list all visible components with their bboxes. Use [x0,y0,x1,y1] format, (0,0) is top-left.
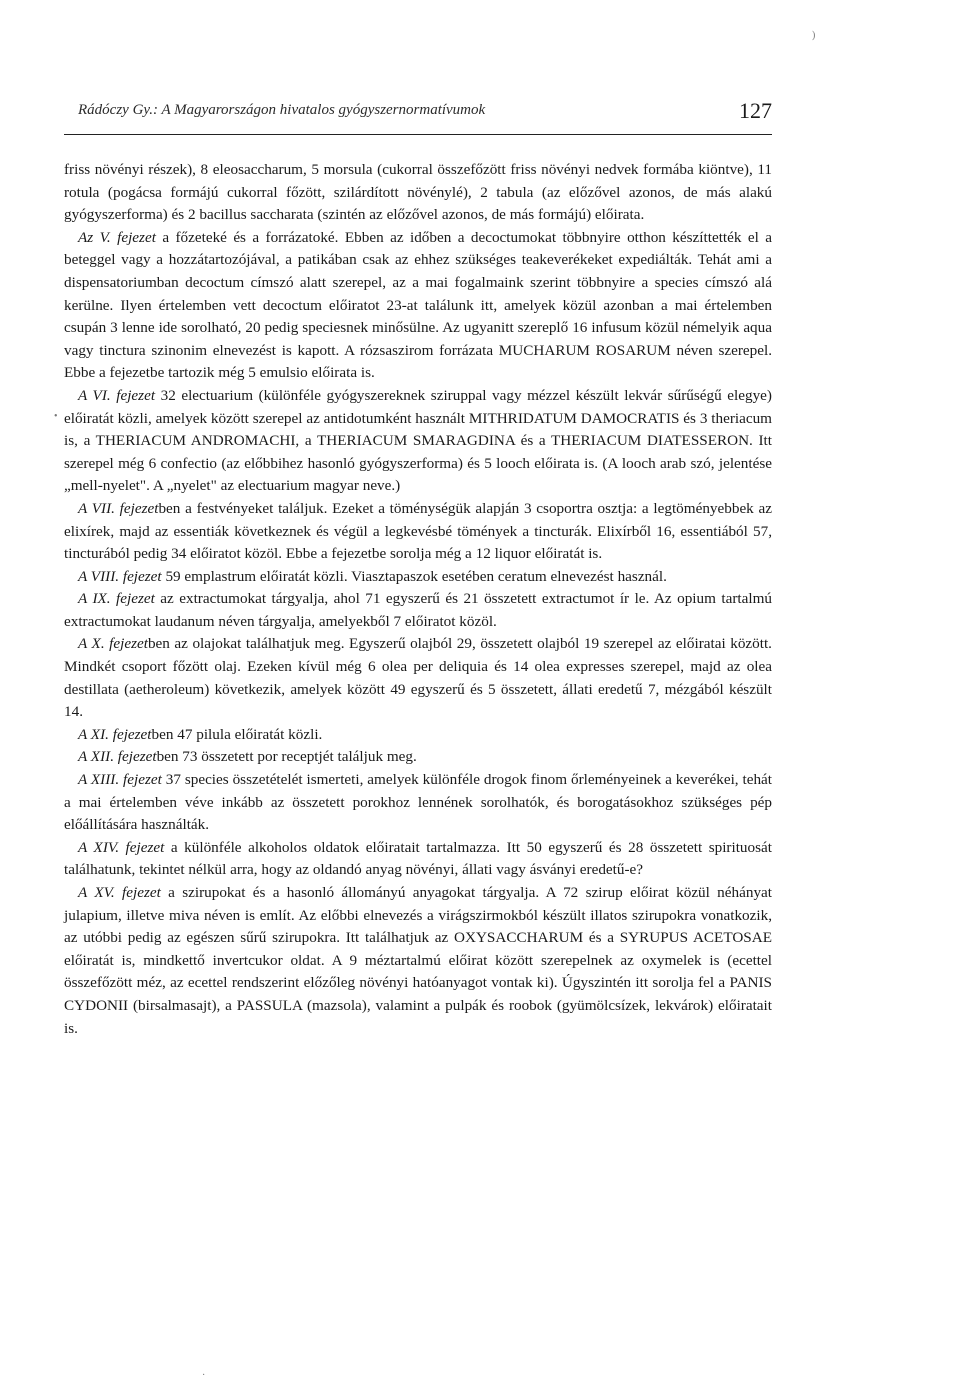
chapter-lead: Az V. fejezet [78,228,156,246]
paragraph-text: ben a festvényeket találjuk. Ezeket a töménységük alapján 3 csoportra osztja: a legtöményebbek az elixírek, majd az essentiák következnek és végül a legkevésbé tömények a tincturák. Elixírből 16, essentiából 57, tincturából pedig 34 előiratot közöl. Ebbe a fejezetbe sorolja még a 12 liquor előiratát is. [64,499,772,563]
paragraph-text: az extractumokat tárgyalja, ahol 71 egyszerű és 21 összetett extractumot ír le. Az opium tartalmú extractumokat laudanum néven tárgyalja, amelyekből 7 előiratot közöl. [64,590,772,630]
paragraph [64,588,772,633]
paragraph [64,159,772,227]
chapter-lead: A IX. fejezet [78,590,155,608]
chapter-lead: A VII. fejezet [78,499,159,517]
body-text [64,159,772,1040]
chapter-lead: A VIII. fejezet [78,567,162,585]
paragraph-text: ben az olajokat találhatjuk meg. Egyszerű olajból 29, összetett olajból 19 szerepel az előiratai között. Mindkét csoport főzött olaj. Ezeken kívül még 6 olea per deliquia és 14 olea expresses szerepel, majd az olea destillata (aetheroleum) következik, amelyek között 49 egyszerű és 5 összetett, állati eredetű 7, mézgából készült 14. [64,635,772,721]
paragraph-text: ben 47 pilula előiratát közli. [151,725,323,743]
chapter-lead: A XIII. fejezet [78,771,162,789]
paragraph [64,633,772,723]
paragraph [64,837,772,882]
chapter-lead: A VI. fejezet [78,386,156,404]
page-header [64,98,772,135]
paragraph-text: friss növényi részek), 8 eleosaccharum, 5 morsula (cukorral összefőzött friss növényi nedvek formába kiöntve), 11 rotula (pogácsa formájú cukorral főzött, szilárdított növénylé), 2 tabula (az előzővel azonos, de más alakú gyógyszerforma) és 2 bacillus saccharata (szintén az előzővel azonos, de más formájú) előirata. [64,161,772,224]
bullet-mark: • [54,411,58,422]
paragraph [64,227,772,385]
chapter-lead: A XV. fejezet [78,884,161,901]
chapter-lead: A XII. fejezet [78,748,157,766]
chapter-lead: A XI. fejezet [78,725,152,743]
scan-speck: · [202,1370,206,1381]
paragraph [64,385,772,498]
paragraph-text: 37 species összetételét ismerteti, amelyek különféle drogok finom őrleményeinek a keverékei, tehát a mai értelemben véve inkább az összetett porokhoz lennének sorolhatók, és borogatásokhoz szükséges pép előállítására használták. [64,771,772,834]
chapter-lead: A XIV. fejezet [78,838,165,856]
page-number: 127 [739,98,772,123]
paragraph-text: a főzeteké és a forrázatoké. Ebben az időben a decoctumokat többnyire otthon készíttették el a beteggel vagy a hozzátartozójával, a patikában csak az ehhez szükséges teakeverékeket expediálták. Tehát ami a dispensatoriumban decoctum címszó alatt szerepel, az a mai fogalmaink szerint többnyire a species címszó alá kerülne. Ilyen értelemben vett decoctum előiratot 23-at találunk itt, amelyek közül azonban a mai értelemben csupán 3 lenne ide sorolható, 20 pedig speciesnek minősülne. Az ugyanitt szereplő 16 infusum közül némelyik aqua vagy tinctura szinonim elnevezést is kapott. A rózsaszirom forrázata MUCHARUM ROSARUM néven szerepel. Ebbe a fejezetbe tartozik még 5 emulsio előirata is. [64,228,772,382]
paragraph-text: 32 electuarium (különféle gyógyszereknek sziruppal vagy mézzel készült lekvár sűrűségű elegye) előiratát közli, amelyek között szerepel az antidotumként használt MITHRIDATUM DAMOCRATIS és 3 theriacum is, a THERIACUM ANDROMACHI, a THERIACUM SMARAGDINA és a THERIACUM DIATESSERON. Itt szerepel még 6 confectio (az előbbihez hasonló gyógyszerforma) és 5 looch előirata is. (A looch arab szó, jelentése „mell-nyelet". A „nyelet" az electuarium magyar neve.) [64,386,772,495]
paragraph-text: a különféle alkoholos oldatok előiratait tartalmazza. Itt 50 egyszerű és 28 összetett spirituosát találhatunk, tekintet nélkül arra, hogy az oldandó anyag növényi, állati vagy ásványi eredetű-e? [64,838,772,879]
paragraph [64,566,772,589]
paragraph-text: a szirupokat és a hasonló állományú anyagokat tárgyalja. A 72 szirup előirat közül néhányat julapium, illetve miva néven is említ. Az előbbi elnevezés a virágszirmokból készült illatos szirupokra vonatkozik, az utóbbi pedig az egészen sűrű szirupokra. Itt találhatjuk az OXYSACCHARUM és a SYRUPUS ACETOSAE előiratát is, mindkettő invertcukor oldat. A 9 méztartalmú előirat között szerepelnek az oxymelek is (ecettel összefőzött méz, az ecettel rendszerint előzőleg növényi hatóanyagot vontak ki). Úgyszintén itt sorolja fel a PANIS CYDONII (birsalmasajt), a PASSULA (mazsola), valamint a pulpák és roobok (gyümölcsízek, lekvárok) előiratait is. [64,884,773,1037]
paragraph [64,746,772,769]
paragraph [64,769,772,837]
paragraph [64,724,772,747]
paragraph [64,498,772,566]
paragraph-text: ben 73 összetett por receptjét találjuk meg. [156,748,417,766]
scan-speck: ) [812,30,816,41]
chapter-lead: A X. fejezet [78,635,148,653]
paragraph [64,882,772,1040]
document-page [64,98,773,1040]
running-head: Rádóczy Gy.: A Magyarországon hivatalos gyógyszernormatívumok [78,102,486,118]
paragraph-text: 59 emplastrum előiratát közli. Viasztapaszok esetében ceratum elnevezést használ. [161,567,667,585]
